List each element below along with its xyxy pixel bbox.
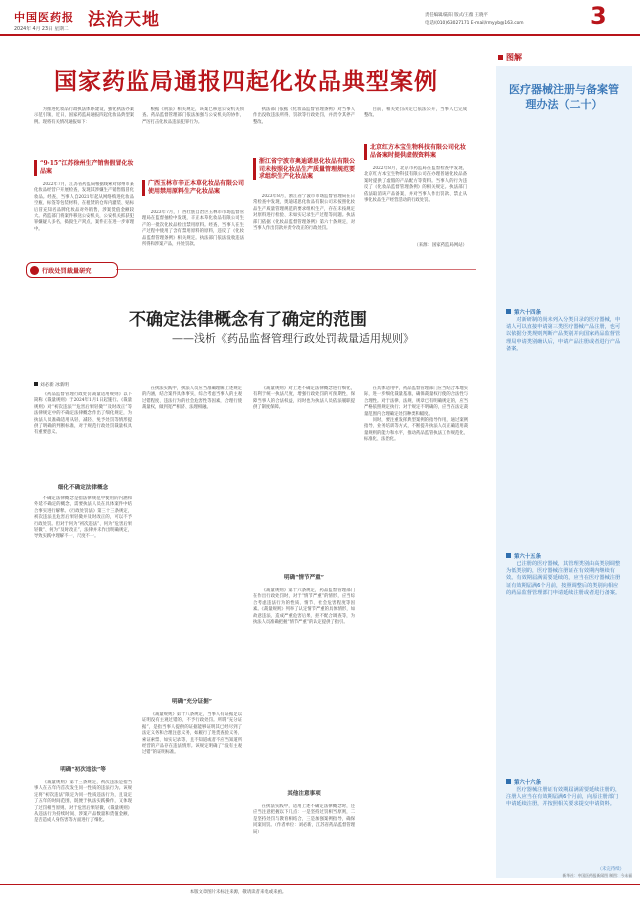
section-name: 法治天地 [88, 10, 160, 30]
case-3-body-cont: 目前，相关处罚决定已依法公开，当事人已完成整改。 [364, 107, 467, 119]
date-line: 2024年 4月 23日 星期二 [14, 27, 69, 32]
sidebar-tag [498, 52, 522, 63]
feature-sub-4: 明确“情节严重” [284, 575, 324, 581]
sidebar-item-1-label: 第六十四条 [514, 309, 541, 316]
sidebar-tag-text: 图解 [506, 53, 522, 62]
sidebar-item-3-square [506, 779, 511, 784]
zone-label-text: 行政处罚裁量研究 [42, 267, 92, 275]
masthead [0, 0, 640, 36]
sidebar-item-3-text: 医疗器械注册证有效期届满需要延续注册的，注册人应当在有效期届满6个月前，向原注册部门申请延续注册，并按照相关要求提交申请资料。 [506, 787, 621, 808]
case-4-body: 2022年8月，北京市药监局在监督检查中发现，北京红方本宝生物科技有限公司在办理普通化妆品备案时提供了虚假的产品配方等资料。当事人的行为违反了《化妆品监督管理条例》的相关规定。执法部门依法取消该产品备案，并对当事人作出罚款、禁止从事化妆品生产经营活动的行政处罚。 [364, 166, 467, 204]
feature-text-f: 在执法实践中，适用上述不确定法律概念时，还应当注意把握以下几点：一是坚持过罚相当原则，二是坚持处罚与教育相结合，三是加强案例指导，确保同案同罚。（作者单位：刘必新，江苏省药品监督管理局） [253, 804, 355, 835]
case-1-title: “9·15”江苏徐州生产销售假冒化妆品案 [40, 160, 134, 175]
sidebar-footer-note: （未完待续） [597, 867, 624, 872]
editor-line-1: 责任编辑/陆阳 版式/王薇 王晓平 [425, 13, 488, 18]
sidebar-item-1-text: 对新研制的尚未列入分类目录的医疗器械，申请人可以直接申请第三类医疗器械产品注册，也可以依据分类规则判断产品类别并向国家药品监督管理局申请类别确认后，申请产品注册或者进行产品备案。 [506, 317, 621, 352]
masthead-rule [0, 34, 640, 36]
byline-square [34, 382, 38, 386]
feature-text-c: 《裁量规则》第十三条规定，初次违法是指当事人在五年内首次发生同一性质的违法行为。该规定将“初次违法”限定为同一性质违法行为，且设定了五年的时间范围，既便于执法实践操作，又体现了过罚相当原则。对于危害后果轻微，《裁量规则》从违法行为持续时间、涉案产品数量和货值金额、是否造成人身伤害等方面进行了细化。 [34, 780, 132, 824]
feature-text-d: 《裁量规则》第十八条规定，当事人有证据足以证明没有主观过错的，不予行政处罚。所谓“充分证据”，是指当事人提供的证据能够证明其已经尽到了法定义务和合理注意义务，如履行了进货查验义务、索证索票、如实记录等，且不知道或者不应当知道所经营的产品存在违法情形。该规定明确了“没有主观过错”的证明标准。 [142, 712, 242, 756]
feature-text-b: 不确定法律概念是指法律规范中使用的内涵和外延不确定的概念，需要执法人员在具体案件中结合事实进行解释。《行政处罚法》第三十三条规定，初次违法且危害后果轻微并及时改正的，可以不予行政处罚。但对于何为“初次违法”、何为“危害后果轻微”、何为“及时改正”，法律并未作出明确规定，导致实践中理解不一、尺度不一。 [34, 496, 132, 540]
sidebar-item-3-head [506, 776, 622, 787]
case-3-bar [253, 158, 256, 180]
case-1-body-cont: 根据《刑法》相关规定，该案已移送公安机关侦查。药品监督管理部门依法加强与公安机关的协作，严厉打击化妆品违法犯罪行为。 [142, 107, 244, 125]
paper-name: 中国医药报 [14, 11, 74, 24]
feature-sub-3: 明确“充分证据” [172, 699, 212, 705]
case-4-bar [364, 144, 367, 160]
byline-text: 刘必新 冰新明 [40, 383, 70, 388]
feature-col4-text: 在具体适用中，药品监督管理部门应当结合本地实际，进一步细化裁量基准，确保裁量权行使的合法性与合理性。对于法律、法规、规章已有明确规定的，应当严格依照规定执行；对于规定不明确的，应当在法定裁量范围内合理确定处罚种类和幅度。 同时，要注重发挥典型案例的指导作用，通过案例指导、业务培训等方式，不断提升执法人员正确适用裁量规则的能力和水平，推动药品监管执法工作规范化、标准化、法治化。 [364, 386, 468, 443]
feature-col3-text: 《裁量规则》对上述不确定法律概念进行细化，有利于统一执法尺度，增强行政处罚的可预期性，保障当事人的合法权益，同时也为执法人员依法履职提供了制度保障。 [253, 386, 355, 411]
feature-text-a: 《药品监督管理行政处罚裁量适用规则》以下简称《裁量规则》于2024年1月1日起施行。《裁量规则》对“初次违法”“危害后果轻微”“及时改正”等法律规定中的不确定法律概念作出了细化规定，为执法人员准确适用从轻、减轻、免予处罚等情形提供了明确的判断标准，对于规范行政处罚裁量权具有重要意义。 [34, 392, 132, 436]
sidebar-item-2-text: 已注册的医疗器械，其管理类别由高类别调整为低类别的，医疗器械注册证在有效期内继续有效。有效期届满需要延续的，应当在医疗器械注册证有效期届满6个月前，按照调整后的类别向相应的药品监督管理部门申请延续注册或者进行备案。 [506, 561, 621, 596]
case-1-bar [34, 160, 37, 176]
case-2-body-cont: 执法部门依据《化妆品监督管理条例》对当事人作出没收违法所得、罚款等行政处罚，并责令其停产整改。 [253, 107, 355, 125]
sidebar-item-2-square [506, 553, 511, 558]
feature-sub-1: 细化不确定法律概念 [57, 485, 109, 491]
footer-line: 本版文章图片未标注来源，敬请读者来电或来函。 [189, 890, 287, 895]
sidebar-tag-square [498, 55, 503, 60]
zone-label-icon [30, 266, 39, 275]
zone-rule [116, 269, 476, 270]
feature-subtitle: ——浅析《药品监督管理行政处罚裁量适用规则》 [172, 332, 414, 345]
zone-label-box [26, 262, 118, 278]
feature-text-c-cont: 在执法实践中，执法人员应当准确理解上述规定的内涵，结合案件具体事实，综合考虑当事人的主观过错程度、违法行为的社会危害性等因素，合理行使裁量权，做到宽严相济、法理相融。 [142, 386, 242, 411]
intro-text: 为推进化妆品行政执法体系建设，强化执法办案示范引领，近日，国家药监局通报四起化妆品典型案例。现将有关情况通报如下： [34, 107, 134, 125]
sidebar-item-1 [506, 306, 622, 353]
sidebar-item-2 [506, 550, 622, 597]
feature-sub-2: 明确“初次违法”等 [60, 767, 106, 773]
case-3-body: 2023年8月，浙江省宁波市市场监督管理局在日常检查中发现，奥迪诺思化妆品有限公司未按照化妆品生产质量管理规范的要求组织生产，存在未按规定对原料进行检验、未如实记录生产过程等问题。执法部门依据《化妆品监督管理条例》第六十条规定，对当事人作出罚款并责令改正的行政处罚。 [253, 194, 355, 232]
page-number: 3 [590, 2, 607, 30]
main-headline: 国家药监局通报四起化妆品典型案例 [54, 68, 438, 95]
feature-sub-5: 其他注意事项 [287, 791, 321, 797]
feature-title: 不确定法律概念有了确定的范围 [129, 310, 367, 330]
feature-text-e: 《裁量规则》第十六条规定，药品监督管理部门在作出行政处罚时，对于“情节严重”的情形，应当综合考虑违法行为的性质、情节、社会危害程度等因素。《裁量规则》列举了认定情节严重的具体情形，如故意违法、造成严重危害后果、拒不配合调查等，为执法人员准确把握“情节严重”的认定提供了指引。 [253, 588, 355, 626]
source-note: （来源：国家药监局网站） [414, 243, 467, 248]
case-4-title: 北京红方本宝生物科技有限公司化妆品备案时提供虚假资料案 [370, 144, 467, 159]
sidebar-box-title: 医疗器械注册与备案管理办法（二十） [509, 83, 619, 111]
case-2-bar [142, 180, 145, 196]
sidebar-item-2-head [506, 550, 622, 561]
footer-right-note: 新华社：中国医药报新闻图 制图：今未福 [562, 873, 632, 878]
editor-line-2: 电话/(010)63027171 E-mail/rmyyb@163.com [425, 21, 524, 26]
footer-rule [0, 884, 640, 885]
sidebar-box [496, 66, 632, 878]
case-2-title: 广西玉林市辛正本草化妆品有限公司使用禁用原料生产化妆品案 [148, 180, 245, 195]
case-2-body: 2023年7月，广西壮族自治区玉林市市场监督管理局在监督抽检中发现，辛正本草化妆品有限公司生产的一批次化妆品检出禁用原料。经查，当事人在生产过程中使用了含有禁用原料的原料，违反了《化妆品监督管理条例》相关规定。执法部门依法没收违法所得和涉案产品，并处罚款。 [142, 210, 244, 248]
sidebar-item-2-label: 第六十五条 [514, 553, 541, 560]
case-1-body: 2022年7月，江苏省药监局根据线索对徐州市某化妆品经营户开展检查，发现其涉嫌生产销售假冒化妆品。经查，当事人自2021年起从网络购进化妆品空瓶、标签等包装材料，在租赁的仓库内灌装、贴标后冒充知名品牌化妆品对外销售，涉案货值金额较大。药监部门将案件移送公安机关，公安机关抓获犯罪嫌疑人多名，捣毁生产窝点，案件正在进一步审理中。 [34, 182, 134, 232]
sidebar-item-1-head [506, 306, 622, 317]
sidebar-item-1-square [506, 309, 511, 314]
sidebar-item-3 [506, 776, 622, 809]
byline [34, 382, 69, 388]
sidebar-item-3-label: 第六十六条 [514, 779, 541, 786]
case-3-title: 浙江省宁波市奥迪诺思化妆品有限公司未按照化妆品生产质量管理规范要求组织生产化妆品案 [259, 158, 356, 180]
